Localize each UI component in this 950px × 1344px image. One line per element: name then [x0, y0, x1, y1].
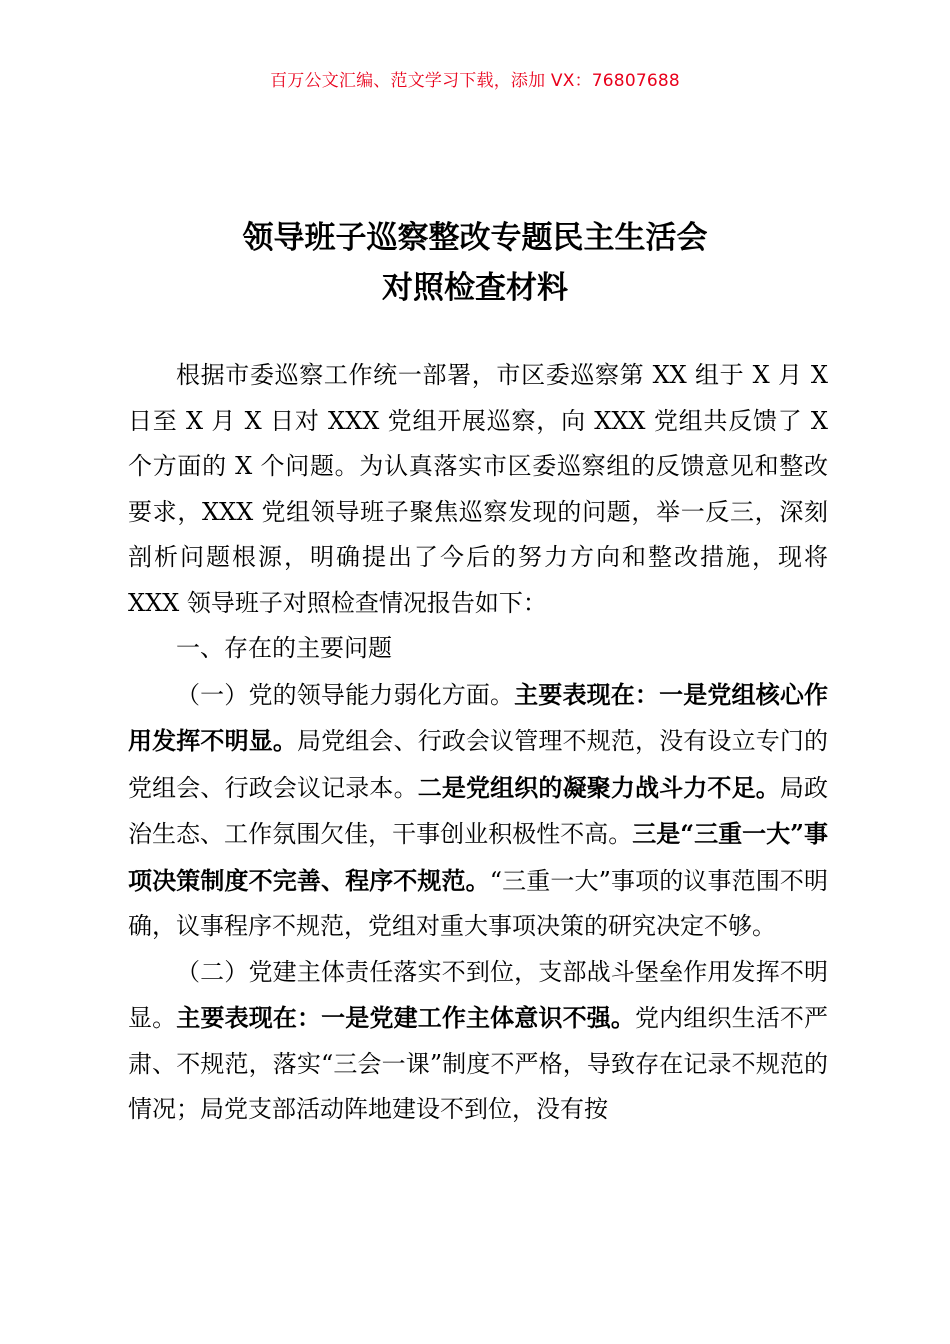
item-1-text-1: 局党组会、行政会议管理不规范，没有设立专门的党组会、行政会议记录本。 [128, 727, 828, 802]
item-1-text-2: 局政治生态、工作氛围欠佳，干事创业积极性不高。 [128, 773, 829, 848]
title-line-2: 对照检查材料 [382, 270, 568, 306]
item-2-lead: （二）党建主体责任落实不到位，支部战斗堡垒作用发挥不明显。 [128, 957, 828, 1032]
item-1-bold-3: 三是“三重一大”事项决策制度不完善、程序不规范。 [128, 819, 828, 895]
item-1-bold-2: 二是党组织的凝聚力战斗力不足。 [417, 772, 780, 802]
section-heading: 一、存在的主要问题 [176, 634, 392, 662]
document-body [128, 353, 828, 1133]
item-2-text-1: 党内组织生活不严肃、不规范，落实“三会一课”制度不严格，导致存在记录不规范的情况；局党支部活动阵地建设不到位，没有按 [128, 1004, 829, 1123]
problem-item-1 [128, 672, 828, 950]
problem-item-2 [128, 950, 828, 1133]
title-line-1: 领导班子巡察整改专题民主生活会 [242, 220, 708, 256]
item-1-bold-1: 主要表现在：一是党组核心作用发挥不明显。 [128, 679, 829, 755]
intro-paragraph: 根据市委巡察工作统一部署，市区委巡察第 XX 组于 X 月 X 日至 X 月 X 日对 XXX 党组开展巡察，向 XXX 党组共反馈了 X 个方面的 X 个问题。为认真落实市区委巡察组的反馈意见和整改要求，XXX 党组领导班子聚焦巡察发现的问题，举一反三，深刻剖析问题根源，明确提出了今后的努力方向和整改措施，现将 XXX 领导班子对照检查情况报告如下： [128, 361, 828, 617]
document-title [0, 213, 950, 313]
item-1-lead: （一）党的领导能力弱化方面。 [176, 680, 515, 709]
header-note: 百万公文汇编、范文学习下载，添加 VX：76807688 [270, 71, 680, 91]
item-1-text-3: “三重一大”事项的议事范围不明确，议事程序不规范，党组对重大事项决策的研究决定不够。 [128, 866, 829, 940]
item-2-bold-1: 主要表现在：一是党建工作主体意识不强。 [176, 1003, 636, 1032]
